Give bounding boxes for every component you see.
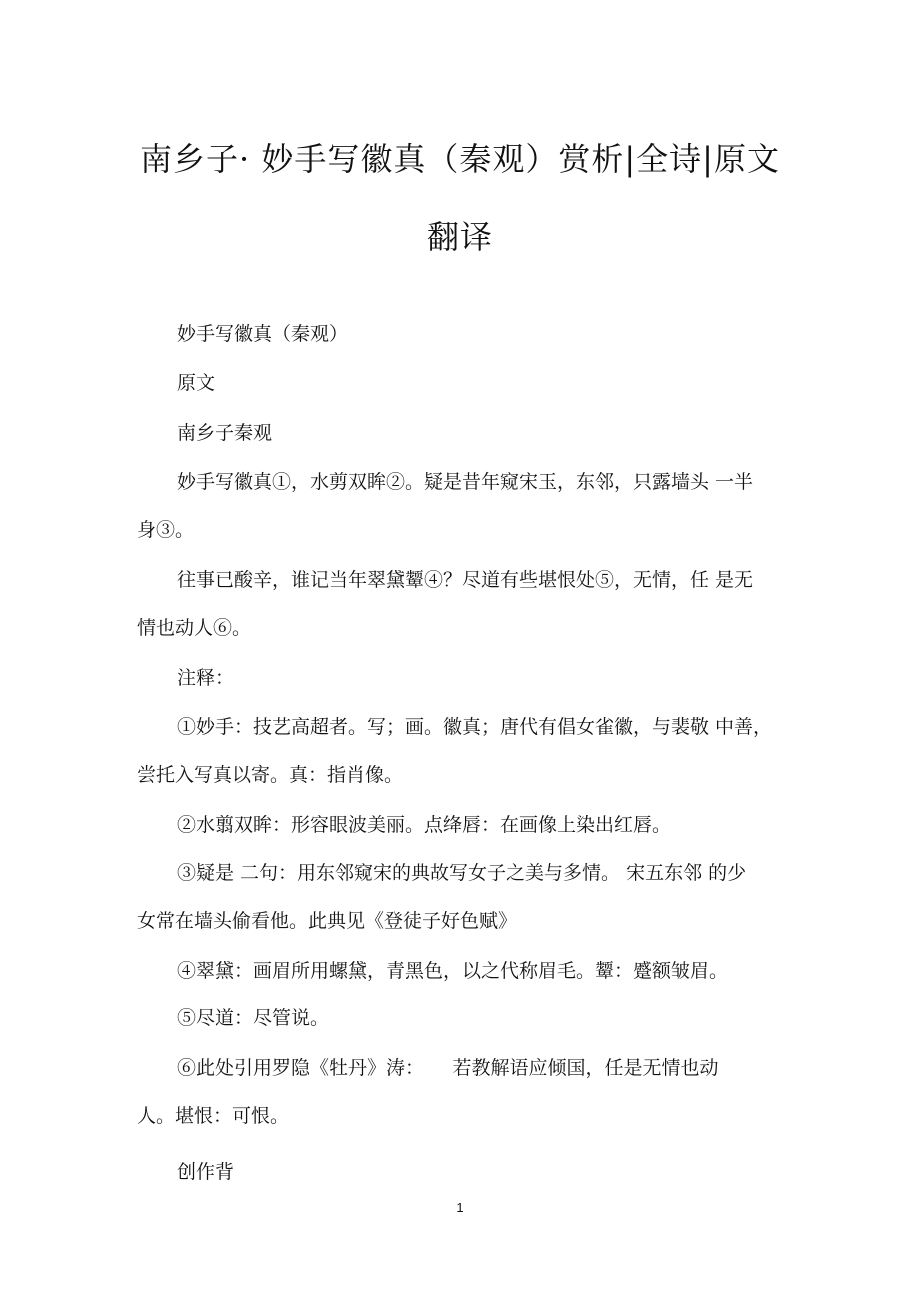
section-original: 原文 bbox=[177, 372, 216, 394]
title-line-1: 南乡子· 妙手写徽真（秦观）赏析|全诗|原文 bbox=[140, 140, 780, 178]
page-number: 1 bbox=[456, 1200, 464, 1215]
poem-stanza-1-cont: 身③。 bbox=[137, 519, 195, 541]
note-6-cont: 人。堪恨：可恨。 bbox=[137, 1105, 290, 1127]
note-2: ②水翦双眸：形容眼波美丽。点绛唇：在画像上染出红唇。 bbox=[177, 814, 672, 836]
poem-stanza-2: 往事已酸辛，谁记当年翠黛颦④？尽道有些堪恨处⑤，无情，任 是无 bbox=[177, 569, 754, 591]
poem-heading: 妙手写徽真（秦观） bbox=[177, 323, 349, 345]
note-3-cont: 女常在墙头偷看他。此典见《登徒子好色赋》 bbox=[137, 910, 518, 932]
poem-stanza-2-cont: 情也动人⑥。 bbox=[137, 617, 252, 639]
note-4: ④翠黛：画眉所用螺黛，青黑色，以之代称眉毛。颦：蹙额皱眉。 bbox=[177, 960, 729, 982]
note-1: ①妙手：技艺高超者。写；画。徽真；唐代有倡女雀徽，与裴敬 中善， bbox=[177, 716, 773, 738]
section-background: 创作背 bbox=[177, 1161, 235, 1183]
note-1-cont: 尝托入写真以寄。真：指肖像。 bbox=[137, 764, 404, 786]
title-line-2: 翻译 bbox=[426, 218, 493, 256]
note-6: ⑥此处引用罗隐《牡丹》涛： 若教解语应倾国，任是无情也动 bbox=[177, 1057, 719, 1079]
note-3: ③疑是 二句：用东邻窥宋的典故写女子之美与多情。 宋五东邻 的少 bbox=[177, 862, 747, 884]
note-5: ⑤尽道：尽管说。 bbox=[177, 1007, 330, 1029]
notes-heading: 注释： bbox=[177, 667, 235, 689]
poem-author-line: 南乡子秦观 bbox=[177, 422, 273, 444]
poem-stanza-1: 妙手写徽真①，水剪双眸②。疑是昔年窥宋玉，东邻，只露墙头 一半 bbox=[177, 471, 754, 493]
